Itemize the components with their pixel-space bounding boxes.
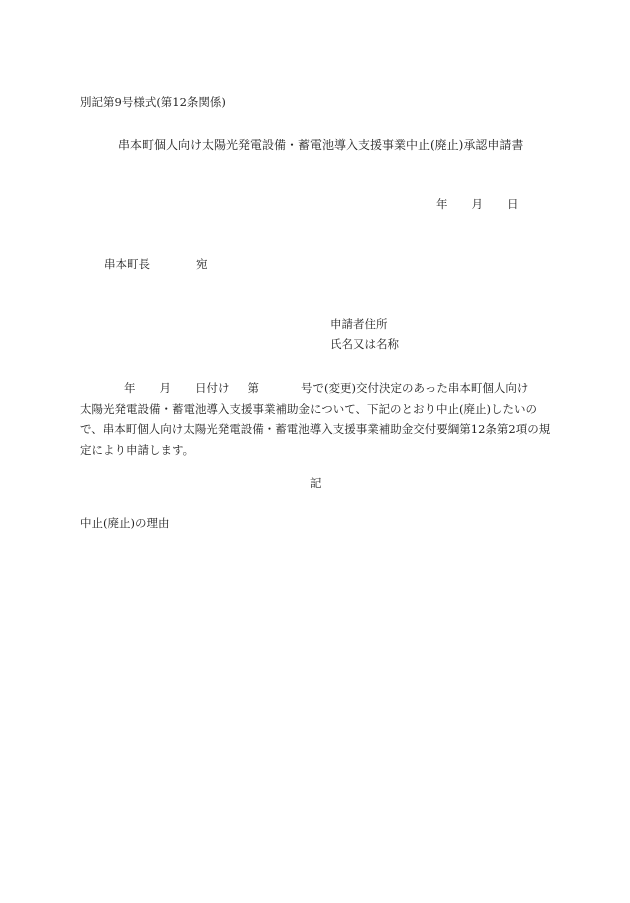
document-title: 串本町個人向け太陽光発電設備・蓄電池導入支援事業中止(廃止)承認申請書: [118, 138, 524, 152]
applicant-address-label: 申請者住所: [330, 317, 388, 331]
date-month-label: 月: [471, 197, 483, 211]
date-year-label: 年: [436, 197, 448, 211]
body-line-1: [80, 378, 552, 399]
body-line-1-rest: 号で(変更)交付決定のあった串本町個人向け: [301, 381, 529, 395]
body-day-dated: 日付け: [195, 381, 230, 395]
reason-label: 中止(廃止)の理由: [80, 516, 170, 530]
body-number-prefix: 第: [247, 381, 259, 395]
applicant-name-label: 氏名又は名称: [330, 337, 399, 351]
addressee-name: 串本町長: [104, 257, 150, 271]
body-line-3: で、串本町個人向け太陽光発電設備・蓄電池導入支援事業補助金交付要綱第12条第2項の規: [80, 422, 551, 436]
body-year: 年: [124, 381, 136, 395]
date-block: [436, 199, 519, 211]
application-body-text: [80, 378, 552, 460]
form-number: 別記第9号様式(第12条関係): [80, 95, 226, 109]
date-day-label: 日: [507, 197, 519, 211]
body-line-2: 太陽光発電設備・蓄電池導入支援事業補助金について、下記のとおり中止(廃止)したいの: [80, 401, 538, 416]
addressee-suffix: 宛: [196, 257, 208, 271]
addressee: [104, 259, 208, 271]
body-line-4: 定により申請します。: [80, 442, 195, 457]
body-month: 月: [159, 381, 171, 395]
record-heading: 記: [310, 476, 322, 490]
